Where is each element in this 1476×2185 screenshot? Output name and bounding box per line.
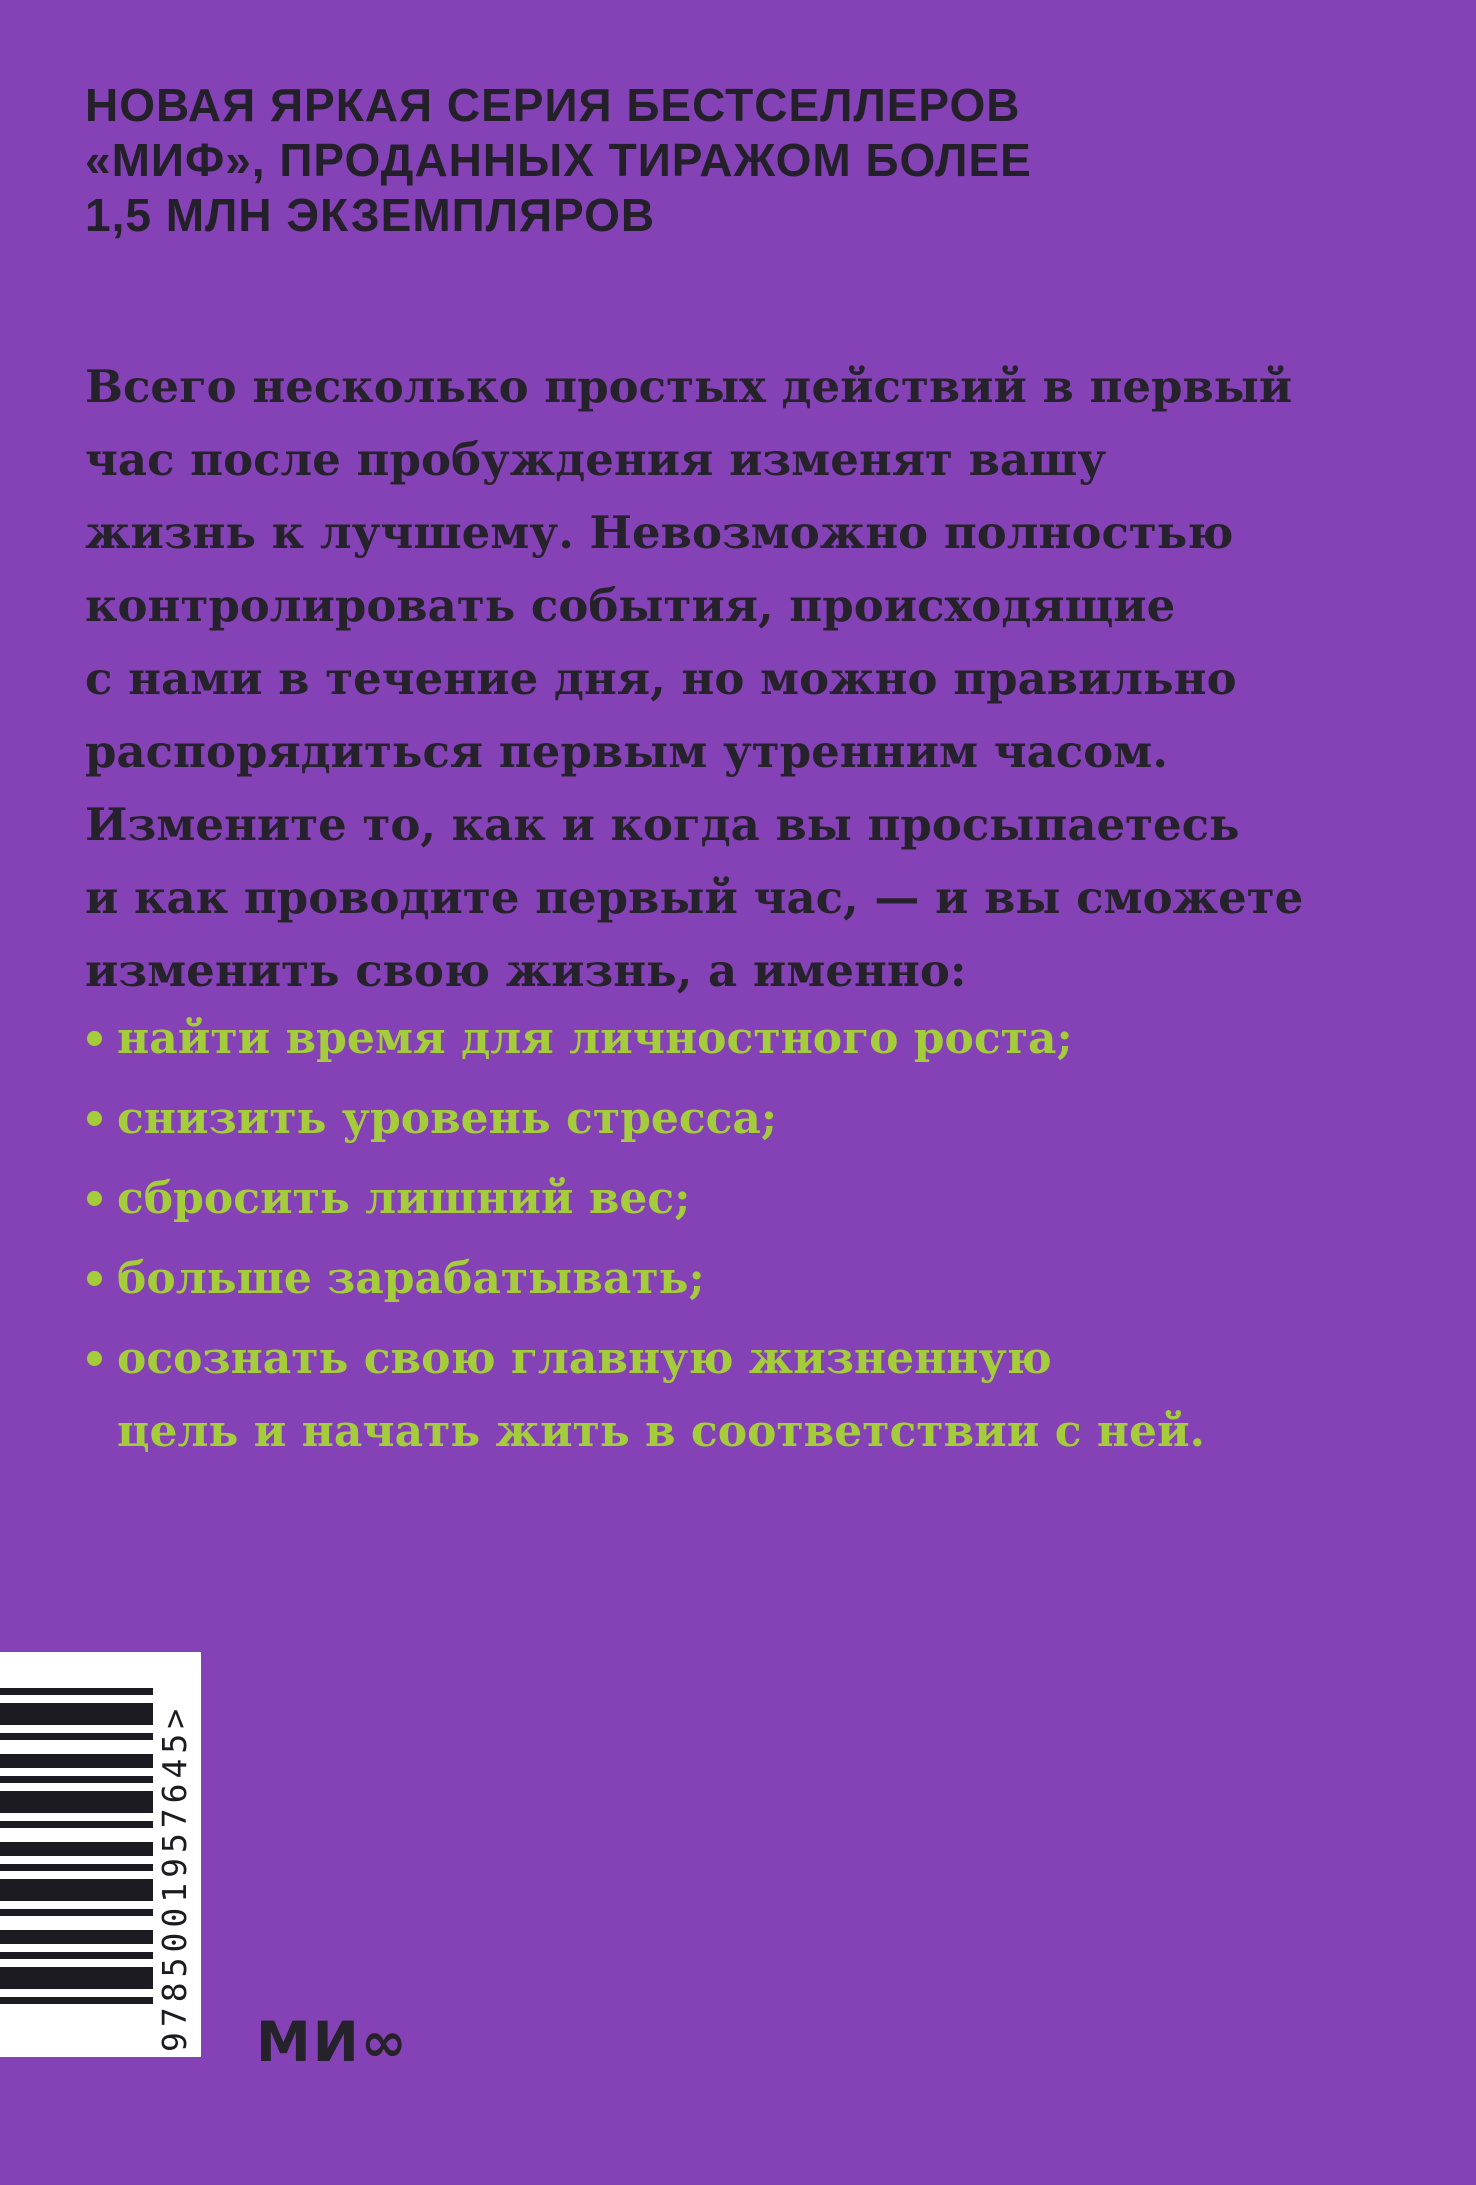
list-item-text: осознать свою главную жизненную (117, 1333, 1052, 1384)
paragraph-line: час после пробуждения изменят вашу (85, 433, 1107, 486)
list-item-text: снизить уровень стресса; (117, 1093, 778, 1144)
barcode (0, 1652, 201, 2057)
list-item-text: найти время для личностного роста; (117, 1013, 1073, 1064)
headline-line: НОВАЯ ЯРКАЯ СЕРИЯ БЕСТСЕЛЛЕРОВ (85, 79, 1021, 131)
description-paragraph (85, 350, 1303, 1007)
paragraph-line: жизнь к лучшему. Невозможно полностью (85, 506, 1234, 559)
benefits-list (85, 1002, 1205, 1475)
paragraph-line: Всего несколько простых действий в первый (85, 360, 1293, 413)
headline (85, 78, 1032, 243)
barcode-number: 9785001957645> (155, 1703, 194, 2052)
bullet-icon (87, 1111, 102, 1126)
bullet-icon (87, 1191, 102, 1206)
bullet-icon (87, 1351, 102, 1366)
paragraph-line: контролировать события, происходящие (85, 579, 1176, 632)
list-item (85, 1082, 1205, 1155)
list-item (85, 1322, 1205, 1468)
bullet-icon (87, 1271, 102, 1286)
list-item-text: цель и начать жить в соответствии с ней. (117, 1406, 1205, 1457)
bullet-icon (87, 1031, 102, 1046)
list-item (85, 1242, 1205, 1315)
headline-line: 1,5 МЛН ЭКЗЕМПЛЯРОВ (85, 189, 656, 241)
mif-publisher-logo: МИ∞ (256, 2010, 409, 2074)
paragraph-line: и как проводите первый час, — и вы сможете (85, 871, 1304, 924)
paragraph-line: распорядиться первым утренним часом. (85, 725, 1169, 778)
list-item-text: больше зарабатывать; (117, 1253, 705, 1304)
paragraph-line: с нами в течение дня, но можно правильно (85, 652, 1237, 705)
list-item (85, 1002, 1205, 1075)
paragraph-line: изменить свою жизнь, а именно: (85, 944, 967, 997)
list-item-text: сбросить лишний вес; (117, 1173, 691, 1224)
barcode-bars (0, 1688, 153, 2014)
paragraph-line: Измените то, как и когда вы просыпаетесь (85, 798, 1240, 851)
headline-line: «МИФ», ПРОДАННЫХ ТИРАЖОМ БОЛЕЕ (85, 134, 1032, 186)
list-item (85, 1162, 1205, 1235)
